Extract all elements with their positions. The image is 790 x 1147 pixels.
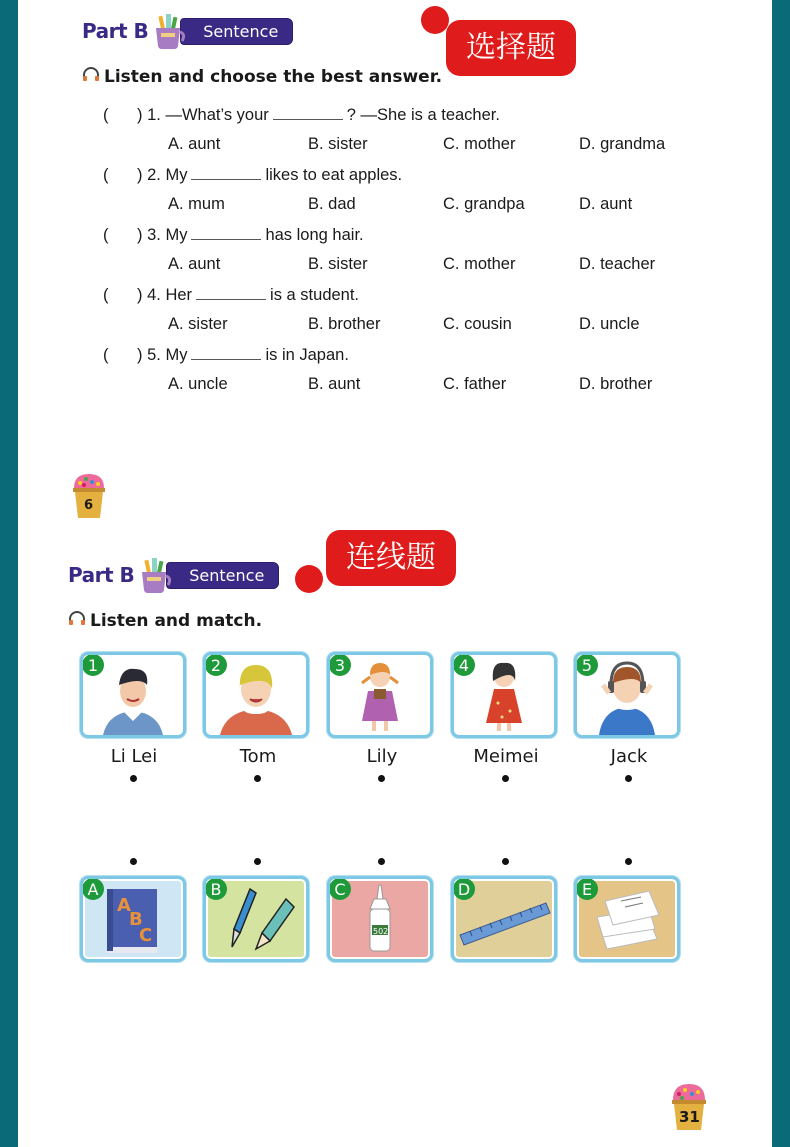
answer-blank[interactable] (191, 165, 261, 180)
multiple-choice-tag: 选择题 (446, 20, 576, 76)
person-name-4: Meimei (473, 746, 539, 767)
page-number: 31 (679, 1108, 700, 1126)
option-d[interactable]: D. grandma (579, 135, 666, 153)
object-card-d[interactable] (451, 876, 557, 962)
number-badge: 5 (576, 654, 598, 676)
matching-tag: 连线题 (326, 530, 456, 586)
option-b[interactable]: B. brother (308, 315, 381, 333)
instruction-choose (82, 66, 442, 87)
pencil-cup-icon (138, 558, 172, 592)
letter-badge: E (576, 878, 598, 900)
page-number-badge (669, 1080, 709, 1132)
number-badge: 2 (205, 654, 227, 676)
question-1: ( ) 1. —What’s your ? —She is a teacher. (103, 106, 500, 124)
match-dot-object-c[interactable] (378, 858, 385, 865)
option-d[interactable]: D. aunt (579, 195, 633, 213)
match-dot-person-1[interactable] (130, 775, 137, 782)
answer-blank[interactable] (273, 105, 343, 120)
object-card-b[interactable] (203, 876, 309, 962)
answer-blank[interactable] (196, 285, 266, 300)
letter-badge: C (329, 878, 351, 900)
part-label: Part B (82, 19, 149, 43)
instruction-match (68, 610, 262, 631)
match-dot-object-e[interactable] (625, 858, 632, 865)
option-d[interactable]: D. uncle (579, 315, 640, 333)
option-c[interactable]: C. mother (443, 255, 516, 273)
option-a[interactable]: A. aunt (168, 255, 221, 273)
svg-text:B: B (129, 909, 143, 930)
object-card-a[interactable] (80, 876, 186, 962)
svg-text:A: A (117, 895, 131, 916)
option-b[interactable]: B. sister (308, 255, 368, 273)
match-dot-object-d[interactable] (502, 858, 509, 865)
option-c[interactable]: C. cousin (443, 315, 512, 333)
answer-blank[interactable] (191, 345, 261, 360)
pencil-cup-icon (152, 14, 186, 48)
sentence-pill: Sentence (166, 562, 279, 589)
sentence-pill: Sentence (180, 18, 293, 45)
option-a[interactable]: A. aunt (168, 135, 221, 153)
person-card-1[interactable] (80, 652, 186, 738)
option-d[interactable]: D. brother (579, 375, 653, 393)
object-card-c[interactable] (327, 876, 433, 962)
question-5: ( ) 5. My is in Japan. (103, 346, 349, 364)
option-a[interactable]: A. sister (168, 315, 228, 333)
page-badge-number: 6 (84, 498, 94, 513)
option-d[interactable]: D. teacher (579, 255, 656, 273)
option-a[interactable]: A. mum (168, 195, 225, 213)
match-dot-person-2[interactable] (254, 775, 261, 782)
letter-badge: A (82, 878, 104, 900)
letter-badge: D (453, 878, 475, 900)
question-2: ( ) 2. My likes to eat apples. (103, 166, 403, 184)
option-b[interactable]: B. sister (308, 135, 368, 153)
match-dot-person-5[interactable] (625, 775, 632, 782)
page-edge-left (0, 0, 18, 1147)
person-card-4[interactable] (451, 652, 557, 738)
red-dot (421, 6, 449, 34)
person-name-5: Jack (610, 746, 648, 767)
number-badge: 4 (453, 654, 475, 676)
person-name-1: Li Lei (110, 746, 158, 767)
option-c[interactable]: C. grandpa (443, 195, 525, 213)
number-badge: 3 (329, 654, 351, 676)
instruction-text: Listen and match. (90, 610, 263, 631)
option-c[interactable]: C. mother (443, 135, 516, 153)
part-b-header (82, 14, 293, 48)
headphone-icon (68, 610, 86, 631)
question-4: ( ) 4. Her is a student. (103, 286, 360, 304)
answer-blank[interactable] (191, 225, 261, 240)
option-b[interactable]: B. aunt (308, 375, 361, 393)
match-dot-object-b[interactable] (254, 858, 261, 865)
option-b[interactable]: B. dad (308, 195, 356, 213)
page-edge-right (772, 0, 790, 1147)
person-card-3[interactable] (327, 652, 433, 738)
person-name-3: Lily (366, 746, 398, 767)
svg-text:C: C (139, 925, 153, 946)
svg-text:502: 502 (373, 927, 389, 936)
person-card-5[interactable] (574, 652, 680, 738)
letter-badge: B (205, 878, 227, 900)
number-badge: 1 (82, 654, 104, 676)
object-card-e[interactable] (574, 876, 680, 962)
red-dot (295, 565, 323, 593)
person-name-2: Tom (239, 746, 277, 767)
part-b-header-2 (68, 558, 279, 592)
cupcake-page-badge (70, 470, 108, 520)
option-a[interactable]: A. uncle (168, 375, 228, 393)
match-dot-person-3[interactable] (378, 775, 385, 782)
match-dot-object-a[interactable] (130, 858, 137, 865)
match-dot-person-4[interactable] (502, 775, 509, 782)
headphone-icon (82, 66, 100, 87)
question-3: ( ) 3. My has long hair. (103, 226, 364, 244)
part-label: Part B (68, 563, 135, 587)
option-c[interactable]: C. father (443, 375, 507, 393)
person-card-2[interactable] (203, 652, 309, 738)
instruction-text: Listen and choose the best answer. (104, 66, 443, 87)
